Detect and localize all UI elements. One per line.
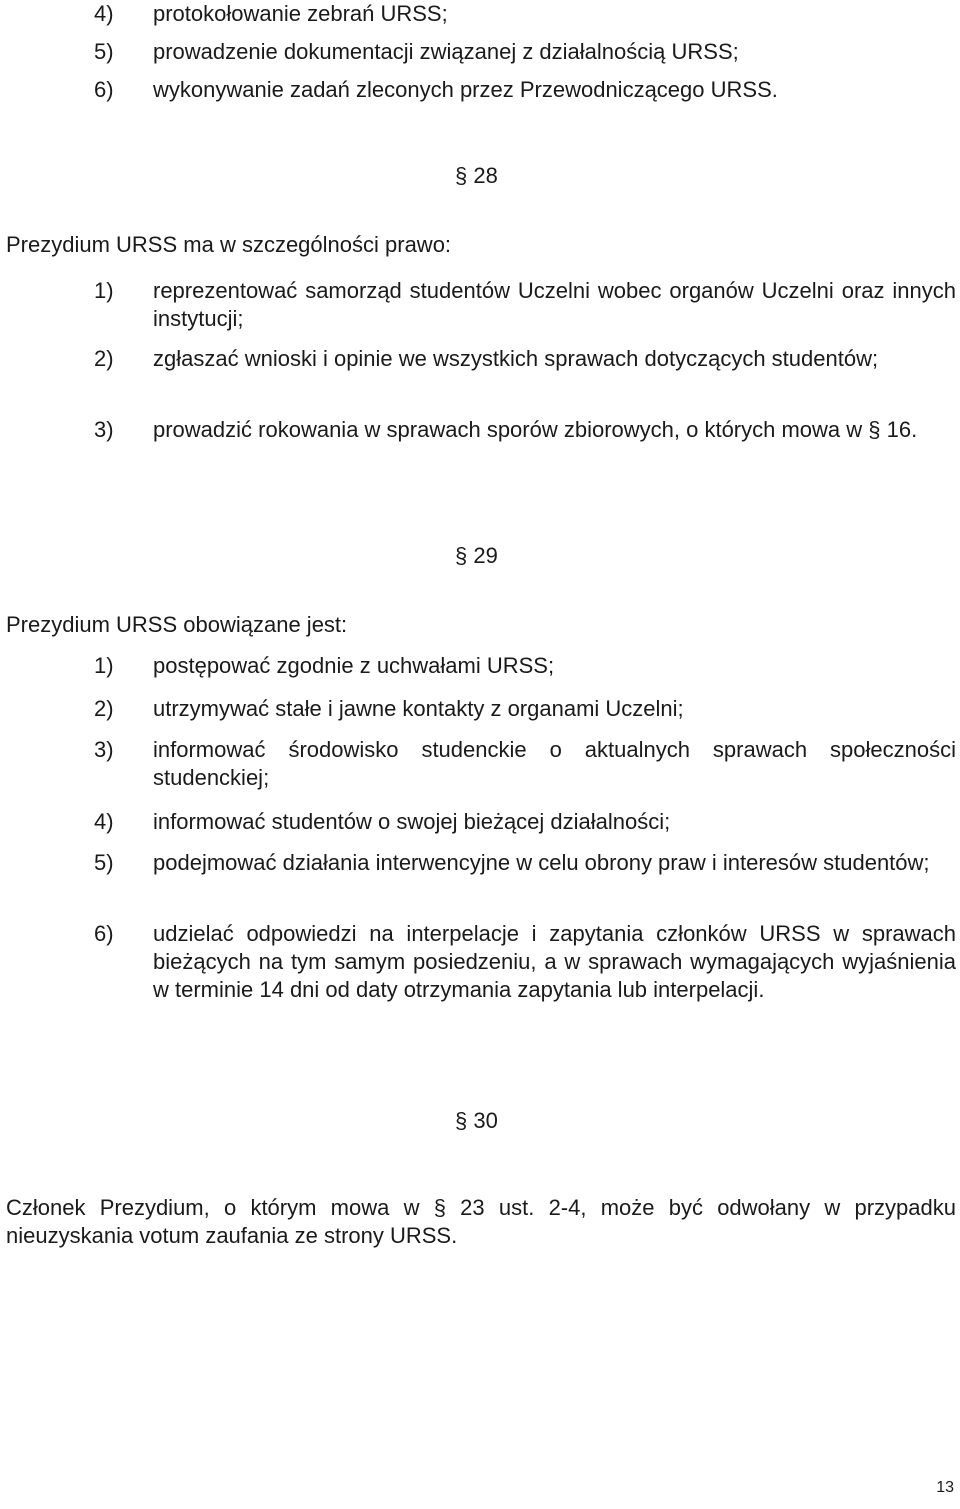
page-number: 13 [936, 1479, 954, 1496]
list-item-text: zgłaszać wnioski i opinie we wszystkich sprawach dotyczących studentów; [153, 346, 879, 371]
list-number: 2) [94, 346, 114, 371]
list-item-text: informować studentów o swojej bieżącej działalności; [153, 809, 671, 834]
list-item-text: udzielać odpowiedzi na interpelacje i zapytania członków URSS w sprawach bieżących na tym samym posiedzeniu, a w sprawach wymagających wyjaśnienia w terminie 14 dni od daty otrzymania zapytania lub interpelacji. [153, 921, 956, 1002]
list-number: 6) [94, 921, 114, 946]
list-number: 4) [94, 1, 114, 26]
section-heading: § 29 [455, 543, 498, 568]
list-item-text: prowadzić rokowania w sprawach sporów zbiorowych, o których mowa w § 16. [153, 417, 918, 442]
list-item-text: postępować zgodnie z uchwałami URSS; [153, 653, 555, 678]
section-paragraph: Członek Prezydium, o którym mowa w § 23 ust. 2-4, może być odwołany w przypadku nieuzyskania votum zaufania ze strony URSS. [6, 1195, 956, 1248]
list-number: 1) [94, 278, 114, 303]
section-heading: § 30 [455, 1108, 498, 1133]
list-item-text: prowadzenie dokumentacji związanej z działalnością URSS; [153, 39, 739, 64]
list-number: 6) [94, 77, 114, 102]
list-item-text: reprezentować samorząd studentów Uczelni wobec organów Uczelni oraz innych instytucji; [153, 278, 956, 331]
list-item-text: protokołowanie zebrań URSS; [153, 1, 448, 26]
list-number: 3) [94, 417, 114, 442]
list-item-text: utrzymywać stałe i jawne kontakty z organami Uczelni; [153, 696, 684, 721]
list-number: 3) [94, 737, 114, 762]
section-intro: Prezydium URSS obowiązane jest: [6, 612, 348, 637]
section-intro: Prezydium URSS ma w szczególności prawo: [6, 232, 452, 257]
list-number: 4) [94, 809, 114, 834]
list-item-text: informować środowisko studenckie o aktualnych sprawach społeczności studenckiej; [153, 737, 956, 790]
list-number: 5) [94, 39, 114, 64]
list-item-text: podejmować działania interwencyjne w celu obrony praw i interesów studentów; [153, 850, 930, 875]
section-heading: § 28 [455, 163, 498, 188]
list-item-text: wykonywanie zadań zleconych przez Przewodniczącego URSS. [153, 77, 778, 102]
list-number: 5) [94, 850, 114, 875]
list-number: 1) [94, 653, 114, 678]
list-number: 2) [94, 696, 114, 721]
